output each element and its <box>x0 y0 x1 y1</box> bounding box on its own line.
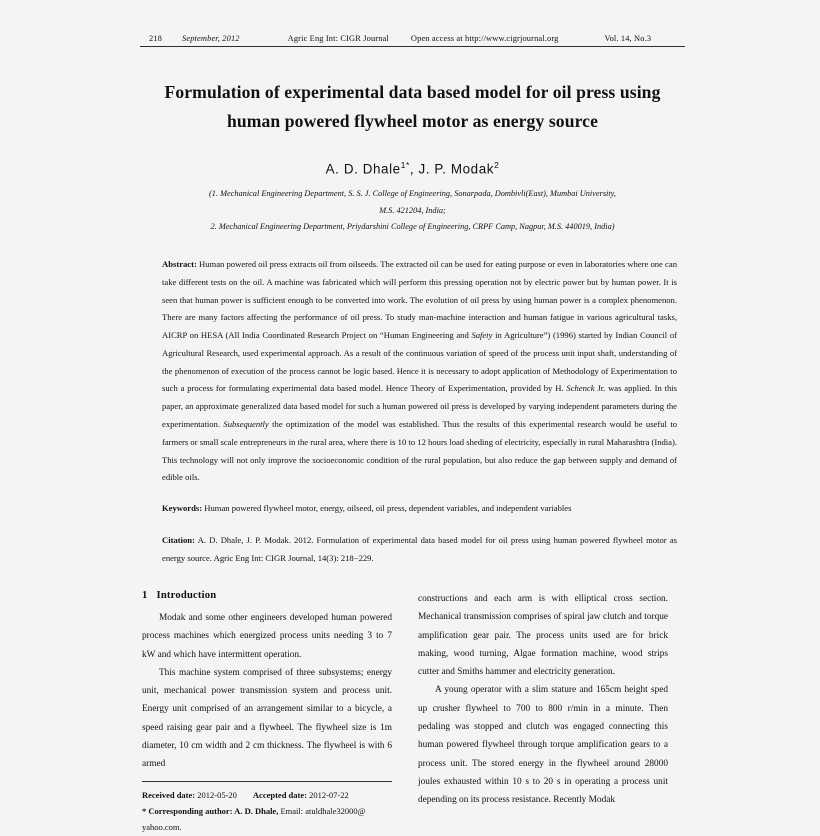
affiliation-line-1: (1. Mechanical Engineering Department, S. S. J. College of Engineering, Sonarpada, Dombivli(East), Mumbai University, <box>209 189 616 199</box>
running-head-page-number: 218 <box>149 34 163 43</box>
title-line-2: human powered flywheel motor as energy source <box>226 110 598 131</box>
abstract-italic-2: Schenck <box>566 383 595 394</box>
running-head-access-url: Open access at http://www.cigrjournal.org <box>410 34 559 43</box>
citation-label: Citation: <box>162 535 195 546</box>
author-2-affiliation-marker: 2 <box>494 160 500 170</box>
left-column-paragraph-1: Modak and some other engineers developed human powered process machines which energized process units needing 3 to 7 kW and which have intermittent operation. <box>142 612 392 660</box>
footnote-email-continuation: yahoo.com. <box>142 822 182 833</box>
accepted-date-label: Accepted date: <box>252 789 307 800</box>
abstract-italic-3: Subsequently <box>223 419 269 430</box>
corresponding-author-label: * Corresponding author: A. D. Dhale, <box>142 806 279 817</box>
left-column <box>142 590 392 836</box>
left-column-paragraph-2: This machine system comprised of three subsystems; energy unit, mechanical power transmission system and process unit. Energy unit comprised of an arrangement similar to a bicycle, a speed raising gear pair and a flywheel. The flywheel size is 1m diameter, 10 cm width and 2 cm thickness. The flywheel is with 6 armed <box>142 667 392 770</box>
abstract-italic-1: Safety <box>471 330 493 341</box>
right-column <box>418 590 668 836</box>
title-line-1: Formulation of experimental data based model for oil press using <box>164 82 661 102</box>
right-column-paragraph-1: constructions and each arm is with elliptical cross section. Mechanical transmission comprises of spiral jaw clutch and torque amplification gear pair. The process units used are for brick making, wood turning, Algae formation machine, wood strips cutter and Smiths hammer and electricity generation. <box>418 593 668 678</box>
section-number: 1 <box>142 589 148 601</box>
footnote-corresponding-author-line <box>142 803 392 819</box>
page-content <box>140 0 685 836</box>
keywords-text: Human powered flywheel motor, energy, oilseed, oil press, dependent variables, and independent variables <box>202 503 572 514</box>
body-columns <box>140 590 685 836</box>
section-title: Introduction <box>156 589 217 601</box>
abstract-label: Abstract: <box>162 258 197 269</box>
affiliation-line-3: 2. Mechanical Engineering Department, Priydarshini College of Engineering, CRPF Camp, Nagpur, M.S. 440019, India) <box>210 221 615 231</box>
citation-paragraph <box>140 532 685 568</box>
author-separator: , <box>409 161 419 177</box>
abstract-paragraph <box>140 256 685 487</box>
author-name-2: J. P. Modak <box>418 161 495 177</box>
footnote-dates-line <box>142 787 392 803</box>
abstract-text-1: Human powered oil press extracts oil from oilseeds. The extracted oil can be used for eating purpose or even in laboratories where one can take different tests on the oil. A machine was fabricated which will perform this pressing operation not by electric power but by human power. It is seen that human power is sufficient enough to be converted into work. The evolution of oil press by using human power is a complex phenomenon. There are many factors affecting the performance of oil press. To study man-machine interaction and human fatigue in various agricultural tasks, AICRP on HESA (All India Coordinated Research Project on “Human Engineering and <box>162 258 677 341</box>
keywords-paragraph <box>140 500 685 517</box>
page-title <box>140 78 685 135</box>
author-list <box>140 160 685 176</box>
author-1-affiliation-marker: 1* <box>400 160 410 170</box>
running-head-date: September, 2012 <box>182 34 240 43</box>
abstract-text-3: Jr. was applied. In this paper, an approximate generalized data based model for such a human powered oil press is developed by varying independent parameters during the experimentation. <box>162 383 677 430</box>
running-head-volume: Vol. 14, No.3 <box>604 34 652 43</box>
section-heading-introduction <box>142 590 392 601</box>
received-date-label: Received date: <box>142 789 196 800</box>
abstract-text-4: the optimization of the model was established. Thus the results of this experimental research would be useful to farmers or small scale entrepreneurs in the rural area, where there is 10 to 12 hours load sheding of electricity, especially in rural Maharashtra (India). This technology will not only improve the socioeconomic condition of the rural population, but also reduce the gap between supply and demand of edible oils. <box>162 419 677 483</box>
received-date-value: 2012-05-20 <box>195 789 237 800</box>
affiliations <box>140 186 685 235</box>
citation-text: A. D. Dhale, J. P. Modak. 2012. Formulation of experimental data based model for oil press using human powered flywheel motor as energy source. Agric Eng Int: CIGR Journal, 14(3): 218−229. <box>162 535 677 564</box>
running-head <box>140 34 685 47</box>
affiliation-line-2: M.S. 421204, India; <box>379 205 446 215</box>
accepted-date-value: 2012-07-22 <box>306 789 349 800</box>
corresponding-author-email: Email: atuldhale32000@ <box>278 806 366 817</box>
footnote-block <box>142 781 392 836</box>
running-head-journal: Agric Eng Int: CIGR Journal <box>287 34 389 43</box>
right-column-paragraph-2: A young operator with a slim stature and 165cm height sped up crusher flywheel to 700 to 800 r/min in a minute. Then pedaling was stopped and clutch was engaged connecting this human powered flywheel through torque amplification gears to a process unit. The stored energy in the flywheel around 28000 joules exhausted within 10 s to 20 s in operating a process unit depending on its process resistance. Recently Modak <box>418 685 668 806</box>
keywords-label: Keywords: <box>162 503 203 514</box>
abstract-text-2: in Agriculture”) (1996) started by Indian Council of Agricultural Research, used experimental approach. As a result of the continuous variation of speed of the process unit input shaft, understanding of the phenomenon of execution of the process cannot be logic based. Hence it is necessary to adopt application of Methodology of Experimentation to such a process for formulating experimental data based model. Hence Theory of Experimentation, provided by H. <box>162 330 677 394</box>
author-name-1: A. D. Dhale <box>325 161 401 177</box>
